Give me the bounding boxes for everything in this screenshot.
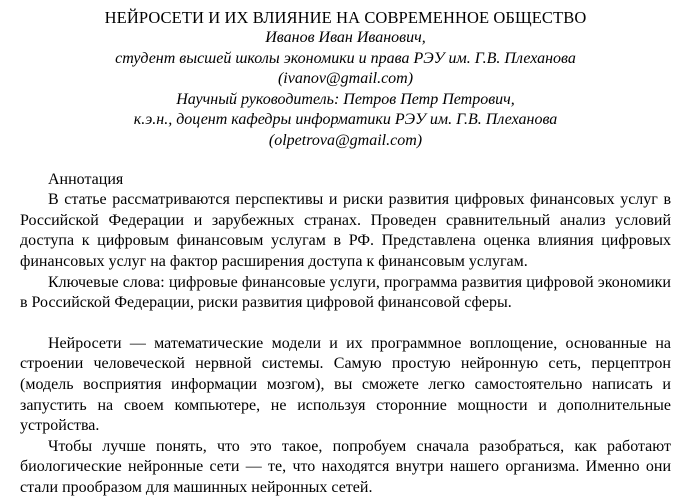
author-affiliation: студент высшей школы экономики и права РЭУ им. Г.В. Плеханова <box>115 49 576 67</box>
author-email: (ivanov@gmail.com) <box>277 70 414 88</box>
body-paragraph: Чтобы лучше понять, что это такое, попробуем сначала разобраться, как работают биологические нейронные сети — те, что находятся внутри нашего организма. Именно они стали прообразом для машинных нейронных сетей. <box>20 437 671 496</box>
main-body <box>20 334 671 498</box>
body-paragraph: Нейросети — математические модели и их программное воплощение, основанные на строении человеческой нервной системы. Самую простую нейронную сеть, перцептрон (модель восприятия информации мозгом), вы сможете легко самостоятельно написать и запустить на своем компьютере, не используя сторонние мощности и дополнительные устройства. <box>20 334 671 435</box>
supervisor-name: Научный руководитель: Петров Петр Петрович, <box>176 90 515 108</box>
author-name: Иванов Иван Иванович, <box>265 29 426 46</box>
abstract-keywords: Ключевые слова: цифровые финансовые услуги, программа развития цифровой экономики в Российской Федерации, риски развития цифровой финансовой сферы. <box>20 273 671 312</box>
abstract-section <box>20 170 671 314</box>
article-title: НЕЙРОСЕТИ И ИХ ВЛИЯНИЕ НА СОВРЕМЕННОЕ ОБЩЕСТВО <box>104 8 587 27</box>
section-spacer <box>20 314 671 334</box>
supervisor-affiliation: к.э.н., доцент кафедры информатики РЭУ им. Г.В. Плеханова <box>133 111 558 129</box>
abstract-text: В статье рассматриваются перспективы и риски развития цифровых финансовых услуг в Российской Федерации и зарубежных странах. Проведен сравнительный анализ условий доступа к цифровым финансовым услугам в РФ. Представлена оценка влияния цифровых финансовых услуг на фактор расширения доступа к финансовым услугам. <box>20 191 671 270</box>
abstract-heading: Аннотация <box>48 170 124 188</box>
supervisor-email: (olpetrova@gmail.com) <box>268 131 423 149</box>
header-spacer <box>20 152 671 170</box>
